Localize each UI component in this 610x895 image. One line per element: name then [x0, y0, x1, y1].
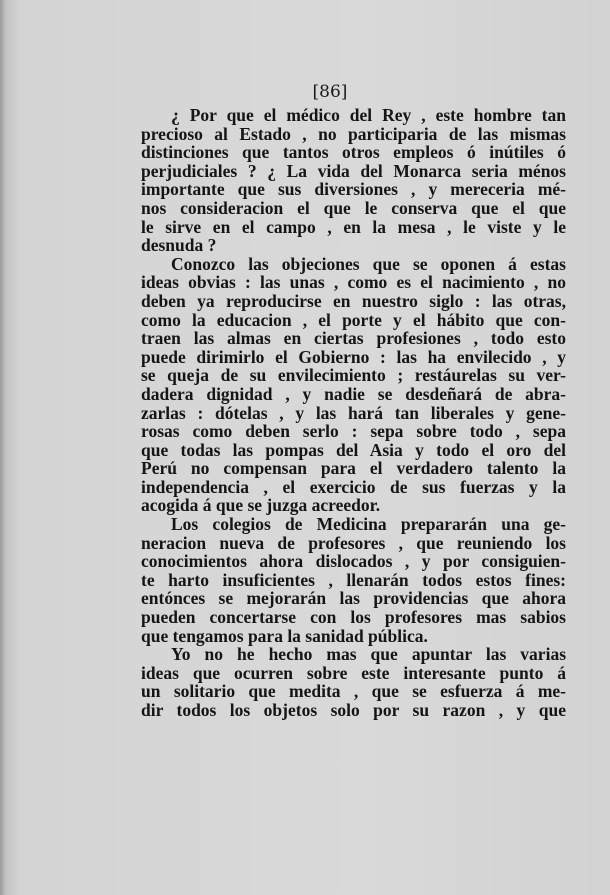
text-line: ¿ Por que el médico del Rey , este hombre tan — [171, 105, 566, 125]
text-line: neracion nueva de profesores , que reuniendo los — [141, 532, 566, 553]
paragraph — [141, 645, 566, 719]
text-line: dadera dignidad , y nadie se desdeñará de abra- — [141, 383, 566, 404]
text-line: se queja de su envilecimiento ; restáurelas su ver- — [141, 365, 566, 386]
text-line: distinciones que tantos otros empleos ó inútiles ó — [141, 142, 566, 163]
text-line: conocimientos ahora dislocados , y por consiguien- — [141, 551, 566, 572]
text-line: dir todos los objetos solo por su razon , y que — [141, 700, 566, 720]
text-line: traen las almas en ciertas profesiones , todo esto — [141, 328, 566, 349]
text-line: que todas las pompas del Asia y todo el oro del — [141, 439, 566, 460]
text-line: ideas que ocurren sobre este interesante punto á — [141, 662, 566, 683]
text-line: zarlas : dótelas , y las hará tan liberales y gene- — [141, 402, 566, 423]
text-line: Perú no compensan para el verdadero talento la — [141, 458, 566, 479]
text-line: independencia , el exercicio de sus fuerzas y la — [141, 476, 566, 497]
text-line: te harto insuficientes , llenarán todos estos fines: — [141, 569, 566, 590]
paragraph — [141, 106, 566, 255]
text-line: le sirve en el campo , en la mesa , le viste y le — [141, 216, 566, 237]
text-line: como la educacion , el porte y el hábito que con- — [141, 309, 566, 330]
text-line: acogida á que se juzga acreedor. — [141, 495, 381, 516]
text-line: Los colegios de Medicina prepararán una ge- — [171, 514, 566, 535]
text-line: rosas como deben serlo : sepa sobre todo , sepa — [141, 421, 566, 442]
page-number: [86] — [312, 82, 348, 102]
body-text — [141, 106, 566, 720]
text-line: nos consideracion el que le conserva que el que — [141, 197, 566, 218]
text-line: deben ya reproducirse en nuestro siglo : las otras, — [141, 290, 566, 311]
text-line: un solitario que medita , que se esfuerza á me- — [141, 681, 566, 702]
text-line: ideas obvias : las unas , como es el nacimiento , no — [141, 272, 566, 293]
text-line: perjudiciales ? ¿ La vida del Monarca seria ménos — [141, 160, 566, 181]
text-line: que tengamos para la sanidad pública. — [141, 625, 428, 646]
text-line: importante que sus diversiones , y mereceria mé- — [141, 179, 566, 200]
paragraph — [141, 255, 566, 515]
paragraph — [141, 515, 566, 645]
text-line: Yo no he hecho mas que apuntar las varias — [171, 644, 566, 665]
text-line: desnuda ? — [141, 235, 217, 256]
text-line: precioso al Estado , no participaria de las mismas — [141, 123, 566, 144]
text-line: puede dirimirlo el Gobierno : las ha envilecido , y — [141, 346, 566, 367]
text-line: entónces se mejorarán las providencias que ahora — [141, 588, 566, 609]
text-line: pueden concertarse con los profesores mas sabios — [141, 607, 566, 628]
text-line: Conozco las objeciones que se oponen á estas — [171, 253, 566, 274]
